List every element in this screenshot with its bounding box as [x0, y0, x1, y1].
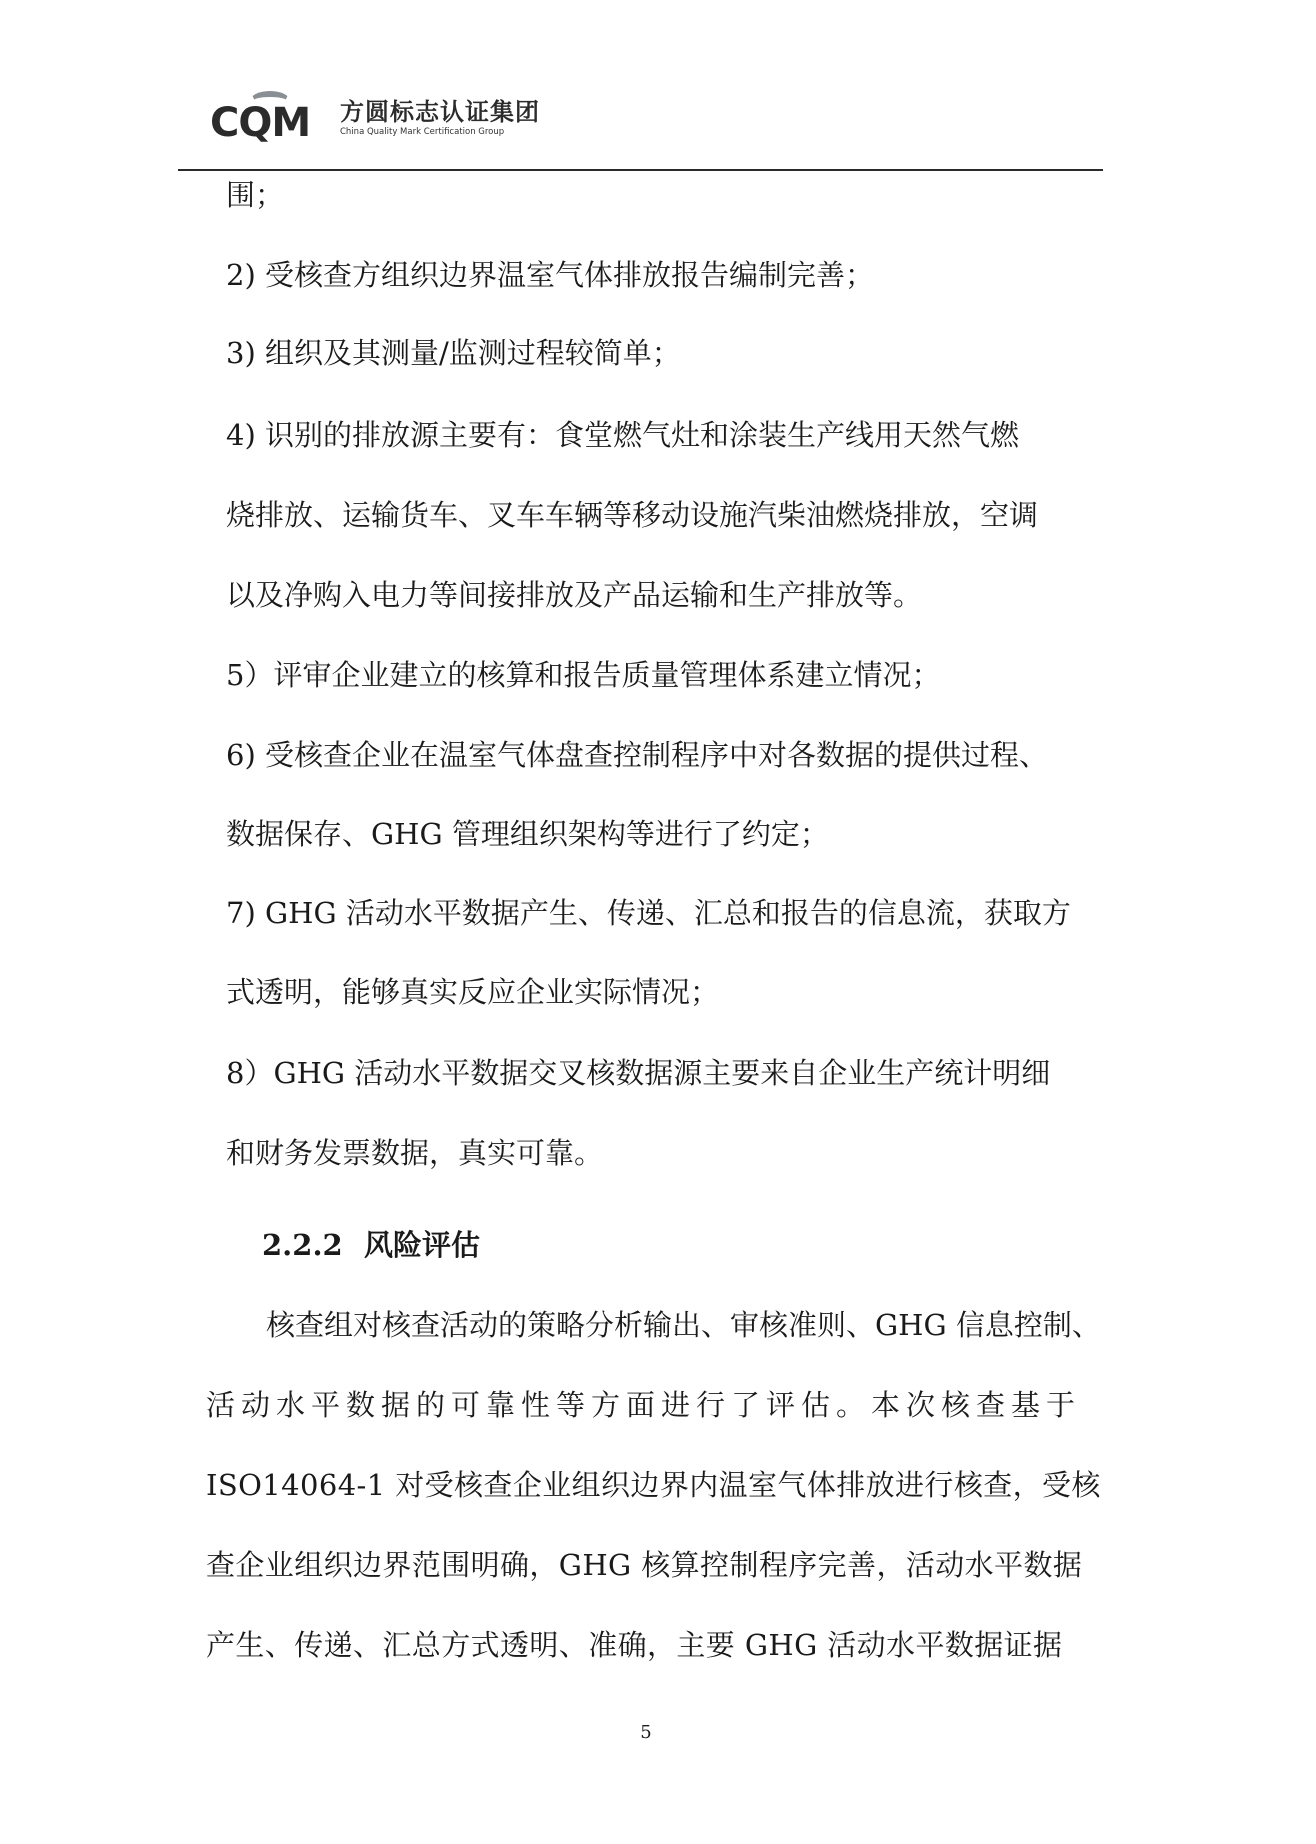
text-line: 以及净购入电力等间接排放及产品运输和生产排放等。 [226, 578, 923, 612]
company-name [340, 98, 540, 138]
text-line: 围； [226, 178, 285, 212]
text-line: 3) 组织及其测量/监测过程较简单； [226, 336, 681, 370]
section-heading [262, 1225, 480, 1265]
section-title: 风险评估 [364, 1228, 481, 1262]
text-line: 5）评审企业建立的核算和报告质量管理体系建立情况； [226, 658, 941, 692]
text-line: 6) 受核查企业在温室气体盘查控制程序中对各数据的提供过程、 [226, 738, 1048, 772]
paragraph-line: 查企业组织边界范围明确，GHG 核算控制程序完善，活动水平数据 [206, 1548, 1083, 1582]
paragraph-line: 活动水平数据的可靠性等方面进行了评估。本次核查基于 [206, 1388, 1082, 1422]
paragraph-line: ISO14064-1 对受核查企业组织边界内温室气体排放进行核查，受核 [206, 1468, 1101, 1502]
section-number: 2.2.2 [262, 1228, 343, 1262]
text-line: 数据保存、GHG 管理组织架构等进行了约定； [226, 817, 829, 851]
paragraph-line: 核查组对核查活动的策略分析输出、审核准则、GHG 信息控制、 [266, 1308, 1101, 1342]
text-line: 式透明，能够真实反应企业实际情况； [226, 975, 720, 1009]
cqm-logo [210, 93, 328, 146]
company-name-en: China Quality Mark Certification Group [340, 127, 505, 137]
page-number: 5 [640, 1722, 652, 1743]
text-line: 2) 受核查方组织边界温室气体排放报告编制完善； [226, 258, 874, 292]
text-line: 4) 识别的排放源主要有：食堂燃气灶和涂装生产线用天然气燃 [226, 418, 1019, 452]
text-line: 7) GHG 活动水平数据产生、传递、汇总和报告的信息流，获取方 [226, 896, 1071, 930]
company-name-cn: 方圆标志认证集团 [340, 98, 540, 126]
letterhead [210, 88, 540, 148]
text-line: 和财务发票数据，真实可靠。 [226, 1136, 604, 1170]
paragraph-line: 产生、传递、汇总方式透明、准确，主要 GHG 活动水平数据证据 [206, 1628, 1063, 1662]
header-divider [178, 169, 1103, 171]
text-line: 烧排放、运输货车、叉车车辆等移动设施汽柴油燃烧排放，空调 [226, 498, 1039, 532]
logo-text: CQM [210, 100, 311, 146]
text-line: 8）GHG 活动水平数据交叉核数据源主要来自企业生产统计明细 [226, 1056, 1051, 1090]
